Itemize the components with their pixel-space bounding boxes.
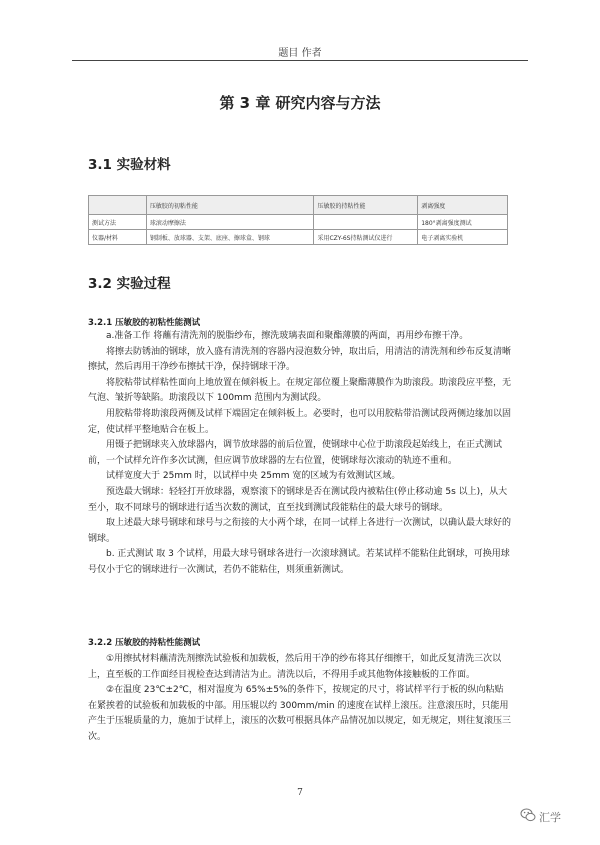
initial-tack-body xyxy=(88,329,512,579)
table-cell: 电子剥离实验机 xyxy=(418,230,508,245)
subsection-title-holding-power: 3.2.2 压敏胶的持粘性能测试 xyxy=(88,638,201,648)
chapter-title: 第 3 章 研究内容与方法 xyxy=(219,94,381,112)
paragraph: 用镊子把钢球夹入放球器内，调节放球器的前后位置，使钢球中心位于助滚段起始线上，在正式测试前，一个试样允许作多次试测，但应调节放球器的左右位置，使钢球每次滚动的轨迹不重和。 xyxy=(88,440,503,466)
paragraph: b. 正式测试 取 3 个试样，用最大球号钢球各进行一次滚球测试。若某试样不能粘住此钢球，可换用球号仅小于它的钢球进行一次测试，若仍不能粘住，则须重新测试。 xyxy=(88,549,510,575)
table-cell: 采用CZY-6S持粘测试仪进行 xyxy=(314,230,418,245)
wechat-icon xyxy=(520,807,536,826)
table-cell: 球滚动摩擦法 xyxy=(146,215,314,230)
paragraph: ①用擦拭材料蘸清洗剂擦洗试验板和加载板，然后用干净的纱布将其仔细擦干，如此反复清洗三次以上，直至板的工作面经目视检查达到清洁为止。清洗以后，不得用手或其他物体接触板的工作面。 xyxy=(88,654,502,680)
header-rule xyxy=(72,60,528,61)
materials-table xyxy=(88,195,508,245)
paragraph: 将擦去防锈油的钢球，放入盛有清洗剂的容器内浸泡数分钟，取出后，用清洁的清洗剂和纱布反复清晰擦拭，然后再用干净纱布擦拭干净，保持钢球干净。 xyxy=(88,346,512,373)
paragraph: a.准备工作 将蘸有清洗剂的脱脂纱布，擦洗玻璃表面和聚酯薄膜的两面，再用纱布擦干净。 xyxy=(106,331,469,341)
paragraph: 将胶粘带试样粘性面向上地放置在倾斜板上。在规定部位覆上聚酯薄膜作为助滚段。助滚段应平整，无气泡、皱折等缺陷。助滚段以下 100mm 范围内为测试段。 xyxy=(88,377,512,404)
paragraph: 取上述最大球号钢球和球号与之衔接的大小两个球，在同一试样上各进行一次测试，以确认最大球好的钢球。 xyxy=(88,518,512,544)
section-title-procedure: 3.2 实验过程 xyxy=(88,276,171,292)
holding-power-body xyxy=(88,652,512,746)
table-row xyxy=(89,215,508,230)
paragraph: ②在温度 23℃±2℃，相对湿度为 65%±5%的条件下，按规定的尺寸，将试样平行于板的纵向粘贴在紧挨着的试验板和加载板的中部。用压辊以约 300mm/min 的速度在试样上滚压。注意滚压时，只能用产生于压辊质量的力，施加于试样上，滚压的次数可根据具体产品情况加以规定，如无规定，则往复滚压三次。 xyxy=(88,685,512,742)
table-cell: 测试方法 xyxy=(89,215,147,230)
table-header-cell: 剥离强度 xyxy=(418,196,508,215)
subsection-title-initial-tack: 3.2.1 压敏胶的初粘性能测试 xyxy=(88,318,201,328)
paragraph: 预选最大钢球：轻轻打开放球器，观察滚下的钢球是否在测试段内被粘住(停止移动逾 5s 以上)，从大至小，取不同球号的钢球进行适当次数的测试，直至找到测试段能粘住的最大球号的钢球。 xyxy=(88,486,508,513)
table-cell xyxy=(314,215,418,230)
table-row xyxy=(89,230,508,245)
table-header-row xyxy=(89,196,508,215)
watermark-text: 汇学 xyxy=(539,810,561,824)
paragraph: 用胶粘带将助滚段两侧及试样下端固定在倾斜板上。必要时，也可以用胶粘带沿测试段两侧边缘加以固定，使试样平整地贴合在板上。 xyxy=(88,408,512,435)
table-cell: 钢制板、放球器、支架、底座、擦球盒、钢球 xyxy=(146,230,314,245)
table-cell: 仪器/材料 xyxy=(89,230,147,245)
table-header-cell: 压敏胶的初粘性能 xyxy=(146,196,314,215)
table-header-cell xyxy=(89,196,147,215)
watermark xyxy=(520,807,561,826)
table-header-cell: 压敏胶的持粘性能 xyxy=(314,196,418,215)
page-number: 7 xyxy=(297,788,303,798)
table-cell: 180°剥离强度测试 xyxy=(418,215,508,230)
running-header: 题目 作者 xyxy=(278,48,322,59)
section-title-materials: 3.1 实验材料 xyxy=(88,157,171,173)
paragraph: 试样宽度大于 25mm 时，以试样中央 25mm 宽的区域为有效测试区域。 xyxy=(106,471,401,482)
